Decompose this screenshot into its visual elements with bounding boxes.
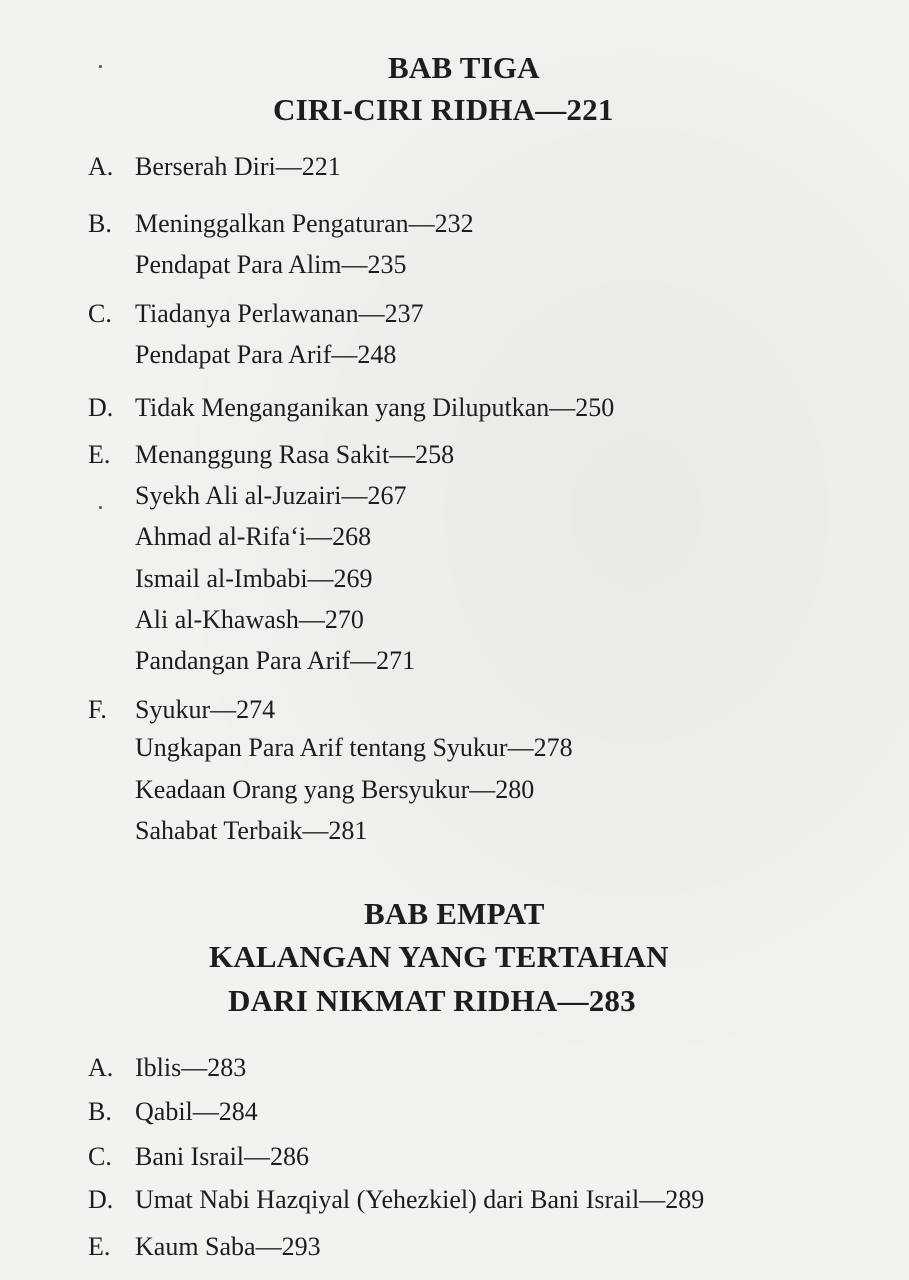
section-letter: E. xyxy=(88,1232,111,1261)
toc-subentry: Pendapat Para Alim—235 xyxy=(135,250,407,279)
section-letter: A. xyxy=(88,152,114,181)
toc-entry: Tidak Menganganikan yang Diluputkan—250 xyxy=(135,393,615,422)
toc-subentry: Ismail al-Imbabi—269 xyxy=(135,564,373,593)
section-letter: A. xyxy=(88,1053,114,1082)
toc-entry: Iblis—283 xyxy=(135,1053,247,1082)
toc-subentry: Ungkapan Para Arif tentang Syukur—278 xyxy=(135,733,573,762)
toc-entry: Bani Israil—286 xyxy=(135,1142,310,1171)
toc-entry: Meninggalkan Pengaturan—232 xyxy=(135,209,474,238)
toc-entry: Syukur—274 xyxy=(135,695,276,724)
toc-entry: Tiadanya Perlawanan—237 xyxy=(135,299,424,328)
toc-subentry: Sahabat Terbaik—281 xyxy=(135,816,368,845)
toc-entry: Berserah Diri—221 xyxy=(135,152,341,181)
chapter-four-label: BAB EMPAT xyxy=(364,896,545,931)
chapter-three-title: CIRI-CIRI RIDHA—221 xyxy=(273,92,614,127)
page-speck xyxy=(99,506,102,509)
chapter-four-title-line1: KALANGAN YANG TERTAHAN xyxy=(209,939,669,974)
toc-entry: Umat Nabi Hazqiyal (Yehezkiel) dari Bani Israil—289 xyxy=(135,1185,705,1214)
page-speck xyxy=(99,65,102,68)
section-letter: F. xyxy=(88,695,107,724)
chapter-three-label: BAB TIGA xyxy=(388,50,540,85)
toc-entry: Kaum Saba—293 xyxy=(135,1232,321,1261)
toc-subentry: Keadaan Orang yang Bersyukur—280 xyxy=(135,775,535,804)
section-letter: B. xyxy=(88,1097,112,1126)
toc-subentry: Syekh Ali al-Juzairi—267 xyxy=(135,481,407,510)
toc-entry: Menanggung Rasa Sakit—258 xyxy=(135,440,455,469)
section-letter: B. xyxy=(88,209,112,238)
section-letter: C. xyxy=(88,1142,112,1171)
section-letter: D. xyxy=(88,393,114,422)
toc-subentry: Ahmad al-Rifa‘i—268 xyxy=(135,522,372,551)
toc-subentry: Pendapat Para Arif—248 xyxy=(135,340,397,369)
section-letter: C. xyxy=(88,299,112,328)
toc-subentry: Ali al-Khawash—270 xyxy=(135,605,364,634)
section-letter: D. xyxy=(88,1185,114,1214)
chapter-four-title-line2: DARI NIKMAT RIDHA—283 xyxy=(228,983,636,1018)
toc-entry: Qabil—284 xyxy=(135,1097,258,1126)
toc-subentry: Pandangan Para Arif—271 xyxy=(135,646,416,675)
section-letter: E. xyxy=(88,440,111,469)
